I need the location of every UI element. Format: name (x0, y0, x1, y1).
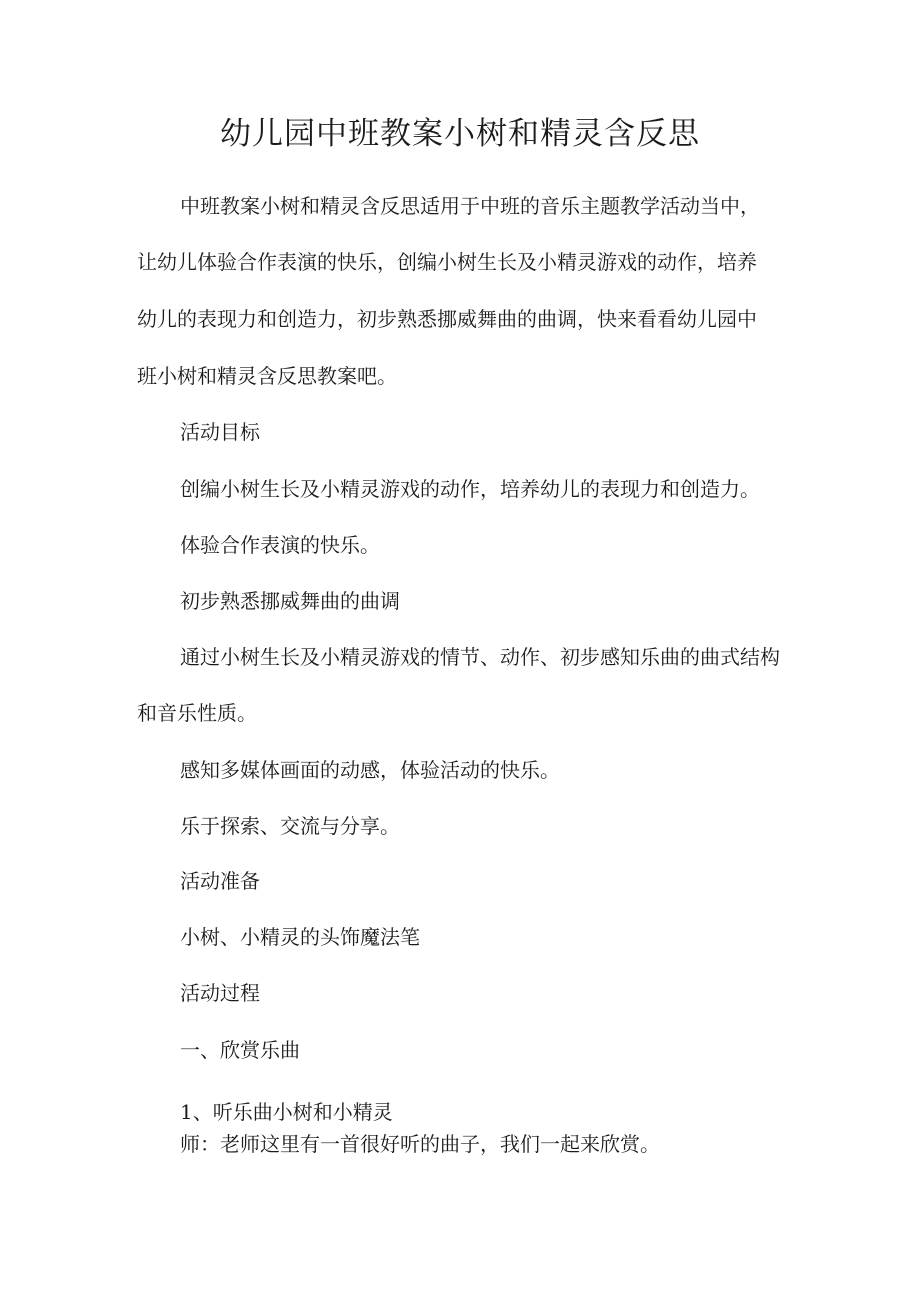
process-step-1-1: 1、听乐曲小树和小精灵 (180, 1100, 393, 1124)
intro-line-1: 中班教案小树和精灵含反思适用于中班的音乐主题教学活动当中， (180, 194, 760, 218)
intro-line-2: 让幼儿体验合作表演的快乐，创编小树生长及小精灵游戏的动作，培养 (137, 250, 757, 274)
goal-item-1: 创编小树生长及小精灵游戏的动作，培养幼儿的表现力和创造力。 (180, 477, 760, 501)
goal-item-4-line-2: 和音乐性质。 (137, 701, 257, 725)
teacher-dialogue-line: 师：老师这里有一首很好听的曲子，我们一起来欣赏。 (180, 1132, 660, 1156)
document-title: 幼儿园中班教案小树和精灵含反思 (220, 116, 700, 152)
section-heading-process: 活动过程 (180, 981, 260, 1005)
goal-item-4-line-1: 通过小树生长及小精灵游戏的情节、动作、初步感知乐曲的曲式结构 (180, 645, 780, 669)
goal-item-3: 初步熟悉挪威舞曲的曲调 (180, 589, 400, 613)
goal-item-6: 乐于探索、交流与分享。 (180, 814, 400, 838)
intro-line-3: 幼儿的表现力和创造力，初步熟悉挪威舞曲的曲调，快来看看幼儿园中 (137, 307, 757, 331)
goal-item-5: 感知多媒体画面的动感，体验活动的快乐。 (180, 758, 560, 782)
intro-line-4: 班小树和精灵含反思教案吧。 (137, 364, 397, 388)
section-heading-prep: 活动准备 (180, 869, 260, 893)
process-step-1: 一、欣赏乐曲 (180, 1038, 300, 1062)
section-heading-goals: 活动目标 (180, 420, 260, 444)
goal-item-2: 体验合作表演的快乐。 (180, 533, 380, 557)
prep-item-1: 小树、小精灵的头饰魔法笔 (180, 925, 420, 949)
